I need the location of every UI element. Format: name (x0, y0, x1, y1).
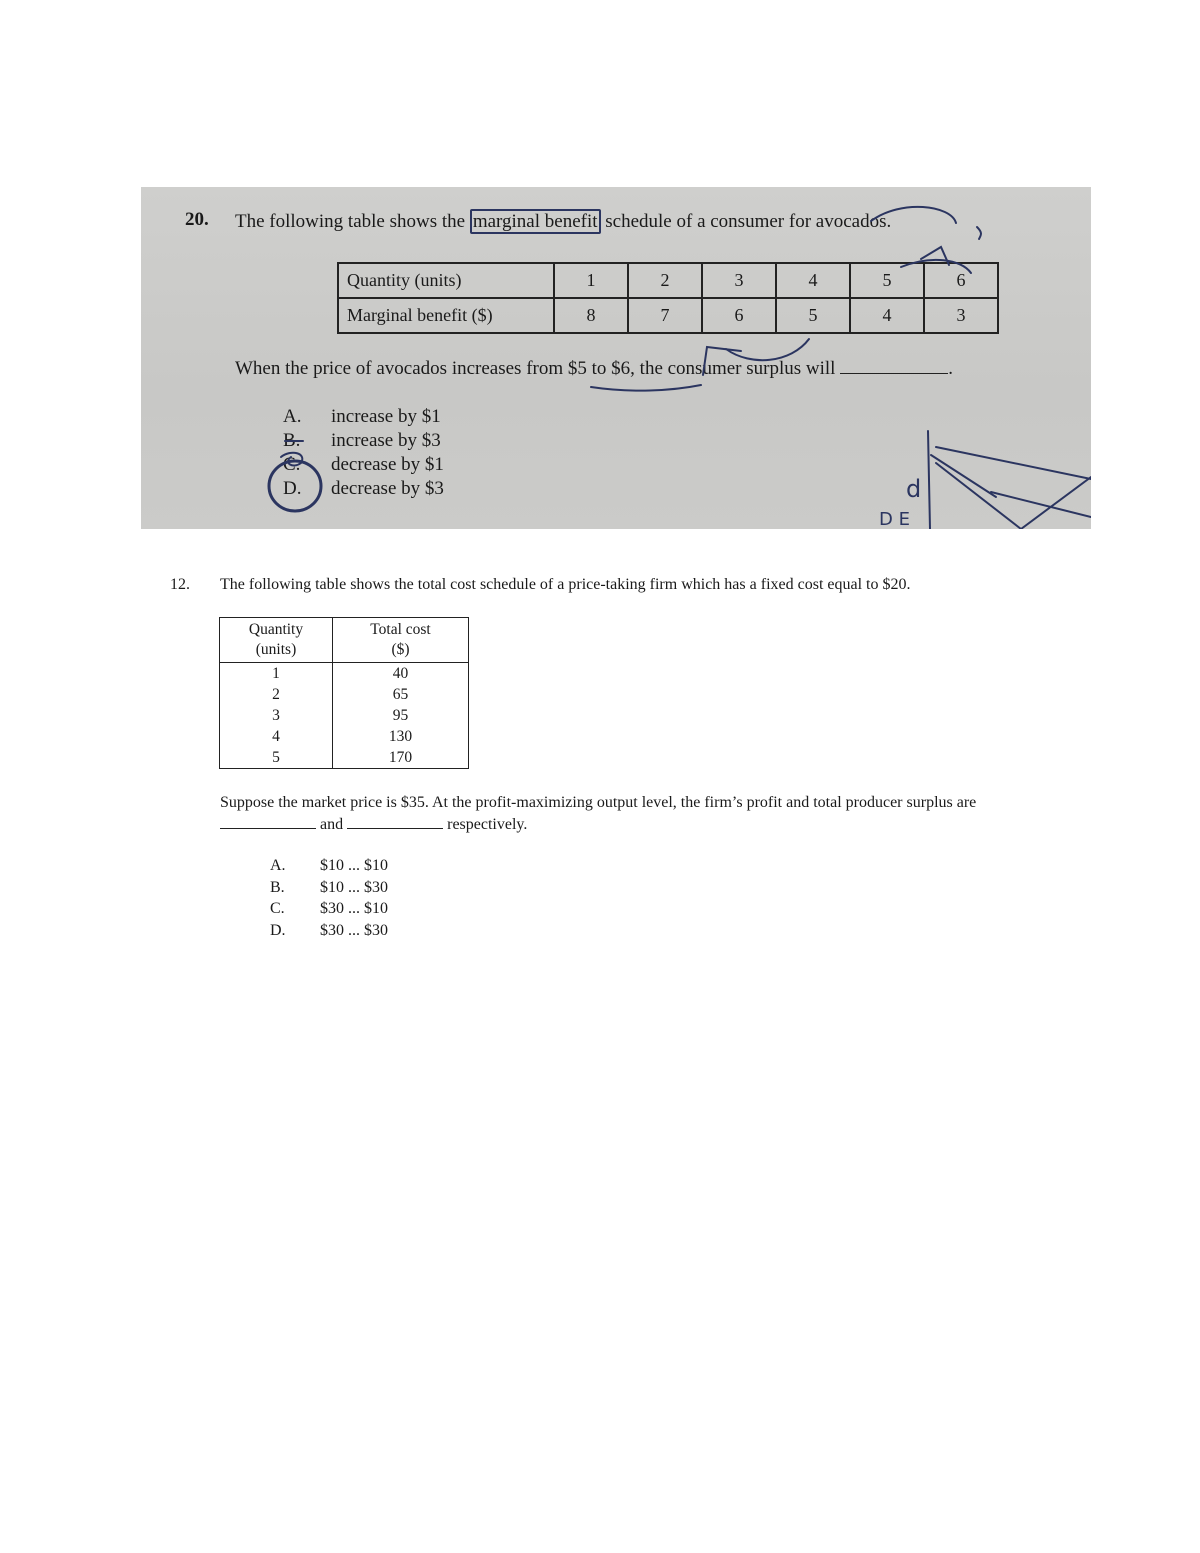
table-row (220, 705, 469, 726)
option-text: increase by $1 (331, 406, 441, 427)
cost-cell: 170 (333, 747, 469, 769)
total-cost-table (219, 617, 469, 769)
option-text: $10 ... $10 (320, 857, 388, 874)
benefit-cell: 7 (628, 298, 702, 333)
answer-blank-surplus[interactable] (347, 814, 443, 829)
benefit-cell: 5 (776, 298, 850, 333)
table-row (220, 684, 469, 705)
graph-line-1 (931, 455, 996, 497)
stem-text-post: schedule of a consumer for avocados. (605, 211, 892, 232)
cost-cell: 65 (333, 684, 469, 705)
curve-over-avocados (871, 207, 956, 223)
option-text: increase by $3 (331, 430, 441, 451)
follow-up-text: Suppose the market price is $35. At the profit-maximizing output level, the firm’s profit and total producer surplus are (220, 794, 977, 811)
option-c[interactable] (270, 898, 388, 920)
option-text: $30 ... $30 (320, 921, 388, 939)
question-12-options (270, 855, 388, 941)
underline-price (591, 385, 701, 391)
row-label-marginal-benefit: Marginal benefit ($) (338, 298, 554, 333)
cost-cell: 130 (333, 726, 469, 747)
option-letter: B. (270, 878, 285, 896)
table-row (220, 726, 469, 747)
quantity-cell: 4 (776, 263, 850, 298)
quantity-cell: 6 (924, 263, 998, 298)
question-20-number: 20. (185, 209, 209, 230)
option-text: decrease by $3 (331, 478, 444, 499)
table-header-row (220, 618, 469, 663)
margin-note-d: d (906, 475, 922, 503)
quantity-cell: 5 (850, 263, 924, 298)
check-mark (921, 247, 949, 265)
quantity-cell: 5 (220, 747, 333, 769)
benefit-cell: 6 (702, 298, 776, 333)
quantity-cell: 1 (220, 663, 333, 685)
option-text: $10 ... $30 (320, 878, 388, 896)
option-letter: A. (270, 857, 286, 874)
stem-text-pre: The following table shows the (235, 211, 466, 232)
option-text: $30 ... $10 (320, 900, 388, 917)
bottom-note-de: D E (879, 509, 910, 529)
follow-up-end: respectively. (447, 816, 528, 833)
quantity-cell: 3 (702, 263, 776, 298)
benefit-cell: 4 (850, 298, 924, 333)
question-12-number: 12. (170, 576, 190, 593)
graph-vertical-axis (928, 431, 930, 529)
row-label-quantity: Quantity (units) (338, 263, 554, 298)
option-letter: D. (283, 478, 302, 499)
header-quantity-line2: (units) (255, 641, 297, 658)
cost-cell: 95 (333, 705, 469, 726)
follow-up-and: and (320, 816, 344, 833)
arc-annotation (726, 339, 809, 360)
option-letter: B. (283, 430, 301, 451)
quantity-cell: 2 (628, 263, 702, 298)
header-total-cost-line1: Total cost (370, 621, 431, 638)
table-row (220, 663, 469, 685)
header-quantity (220, 618, 333, 663)
arrow-annotation (977, 227, 981, 239)
table-row (220, 747, 469, 769)
bracket-annotation (703, 347, 741, 375)
benefit-cell: 8 (554, 298, 628, 333)
answer-blank-profit[interactable] (220, 814, 316, 829)
quantity-cell: 1 (554, 263, 628, 298)
curve-over-table (901, 260, 971, 273)
option-a[interactable] (270, 855, 388, 877)
option-b[interactable] (270, 877, 388, 899)
header-total-cost (333, 618, 469, 663)
follow-up-text: When the price of avocados increases from $5 to $6, the consumer surplus will (235, 358, 836, 379)
question-12-stem: The following table shows the total cost schedule of a price-taking firm which has a fixed cost equal to $20. (220, 576, 911, 593)
option-letter: C. (283, 454, 301, 475)
quantity-cell: 3 (220, 705, 333, 726)
option-letter: D. (270, 921, 286, 939)
header-quantity-line1: Quantity (248, 621, 304, 638)
option-text: decrease by $1 (331, 454, 444, 475)
benefit-cell: 3 (924, 298, 998, 333)
handwritten-annotations (141, 187, 1091, 529)
question-20-photo (141, 187, 1091, 529)
question-12-follow-up (220, 792, 1040, 836)
quantity-cell: 4 (220, 726, 333, 747)
circle-answer-d (269, 461, 321, 511)
option-d[interactable] (270, 920, 388, 942)
end-mark: . (948, 358, 953, 379)
option-letter: C. (270, 900, 285, 917)
cost-cell: 40 (333, 663, 469, 685)
option-letter: A. (283, 406, 302, 427)
header-total-cost-line2: ($) (391, 641, 410, 658)
boxed-term-marginal-benefit: marginal benefit (470, 209, 601, 234)
quantity-cell: 2 (220, 684, 333, 705)
